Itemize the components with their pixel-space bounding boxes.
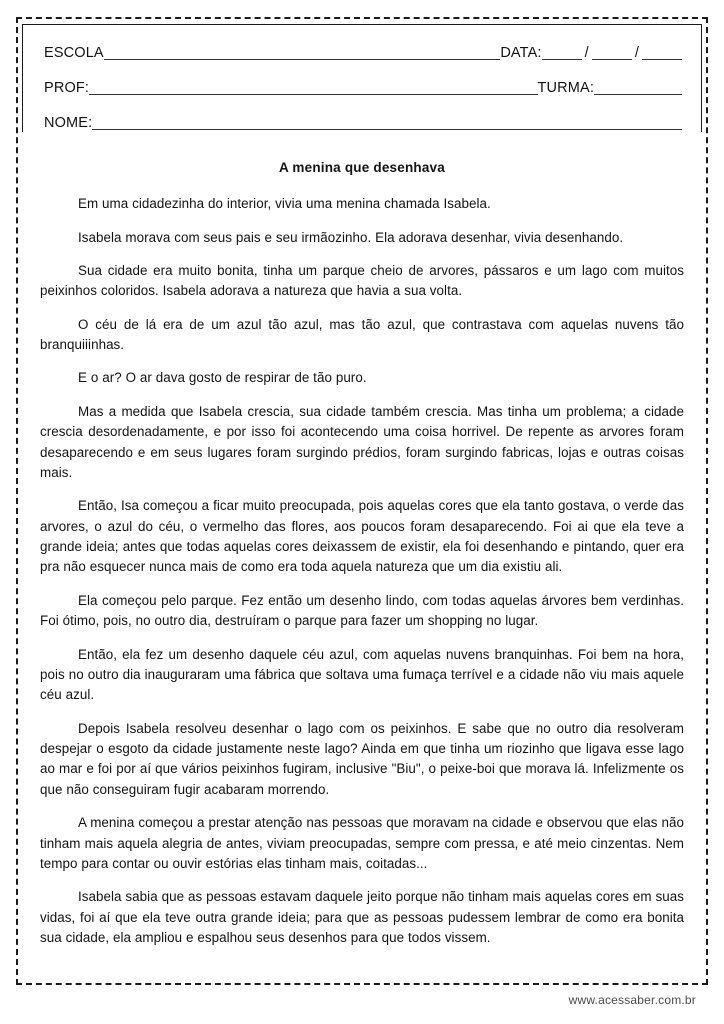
story-paragraph: O céu de lá era de um azul tão azul, mas tão azul, que contrastava com aquelas nuvens tão branquiiinhas. [40,316,684,353]
date-separator-2: / [634,44,639,61]
story-content [40,160,684,948]
turma-label: TURMA: [537,79,594,96]
data-month-input-line[interactable] [592,46,632,60]
story-paragraph: Em uma cidadezinha do interior, vivia uma menina chamada Isabela. [78,196,491,212]
story-paragraph: Mas a medida que Isabela crescia, sua cidade também crescia. Mas tinha um problema; a cidade crescia desordenadamente, e por isso foi acontecendo uma coisa horrivel. De repente as arvores foram desaparecendo e em seus lugares foram surgindo prédios, foram surgindo fabricas, lojas e outras coisas mais. [40,403,684,480]
story-paragraph: Então, ela fez um desenho daquele céu azul, com aquelas nuvens branquinhas. Foi bem na hora, pois no outro dia inauguraram uma fábrica que soltava uma fumaça terrível e a cidade não viu mais aquele céu azul. [40,646,684,703]
nome-input-line[interactable] [92,116,682,130]
story-paragraph: Depois Isabela resolveu desenhar o lago com os peixinhos. E sabe que no outro dia resolveram despejar o esgoto da cidade justamente neste lago? Ainda em que tinha um riozinho que ligava esse lago ao mar e foi por aí que vários peixinhos fugiram, inclusive "Biu", o peixe-boi que morava lá. Infelizmente os que não conseguiram fugir acabaram morrendo. [40,720,684,797]
field-row-prof-turma [44,62,682,97]
field-row-nome [44,97,682,132]
source-website: www.acessaber.com.br [568,993,696,1007]
story-paragraph: Ela começou pelo parque. Fez então um desenho lindo, com todas aquelas árvores bem verdinhas. Foi ótimo, pois, no outro dia, destruíram o parque para fazer um shopping no lugar. [40,592,684,629]
date-separator-1: / [584,44,589,61]
identification-fields [28,27,696,132]
page-title: A menina que desenhava [279,160,445,175]
story-paragraph: Isabela sabia que as pessoas estavam daquele jeito porque não tinham mais aquelas cores em suas vidas, foi aí que ela teve outra grande ideia; para que as pessoas pudessem lembrar de como era bonita sua cidade, ela ampliou e espalhou seus desenhos para que todos vissem. [40,889,684,946]
story-paragraph: E o ar? O ar dava gosto de respirar de tão puro. [78,370,367,386]
escola-label: ESCOLA [44,44,104,61]
prof-label: PROF: [44,79,90,96]
field-row-escola-data [44,27,682,62]
nome-label: NOME: [44,114,93,131]
turma-input-line[interactable] [594,81,682,95]
data-label: DATA: [500,44,542,61]
story-paragraph: Sua cidade era muito bonita, tinha um parque cheio de arvores, pássaros e um lago com muitos peixinhos coloridos. Isabela adorava a natureza que havia a sua volta. [40,262,684,299]
data-year-input-line[interactable] [642,46,682,60]
prof-input-line[interactable] [89,81,537,95]
story-paragraph: A menina começou a prestar atenção nas pessoas que moravam na cidade e observou que elas não tinham mais aquela alegria de antes, viviam preocupadas, sempre com pressa, e até meio cinzentas. Nem tempo para contar ou ouvir estórias elas tinham mais, coitadas... [40,815,684,871]
story-paragraph: Então, Isa começou a ficar muito preocupada, pois aquelas cores que ela tanto gostava, o verde das arvores, o azul do céu, o vermelho das flores, aos poucos foram desaparecendo. Foi ai que ela teve a grande ideia; antes que todas aquelas cores deixassem de existir, ela foi desenhando e pintando, quer era pra não esquecer nunca mais de como era toda aquela natureza que um dia existiu ali. [40,498,684,575]
data-day-input-line[interactable] [542,46,582,60]
story-paragraph: Isabela morava com seus pais e seu irmãozinho. Ela adorava desenhar, vivia desenhando. [78,229,624,245]
escola-input-line[interactable] [104,46,501,60]
